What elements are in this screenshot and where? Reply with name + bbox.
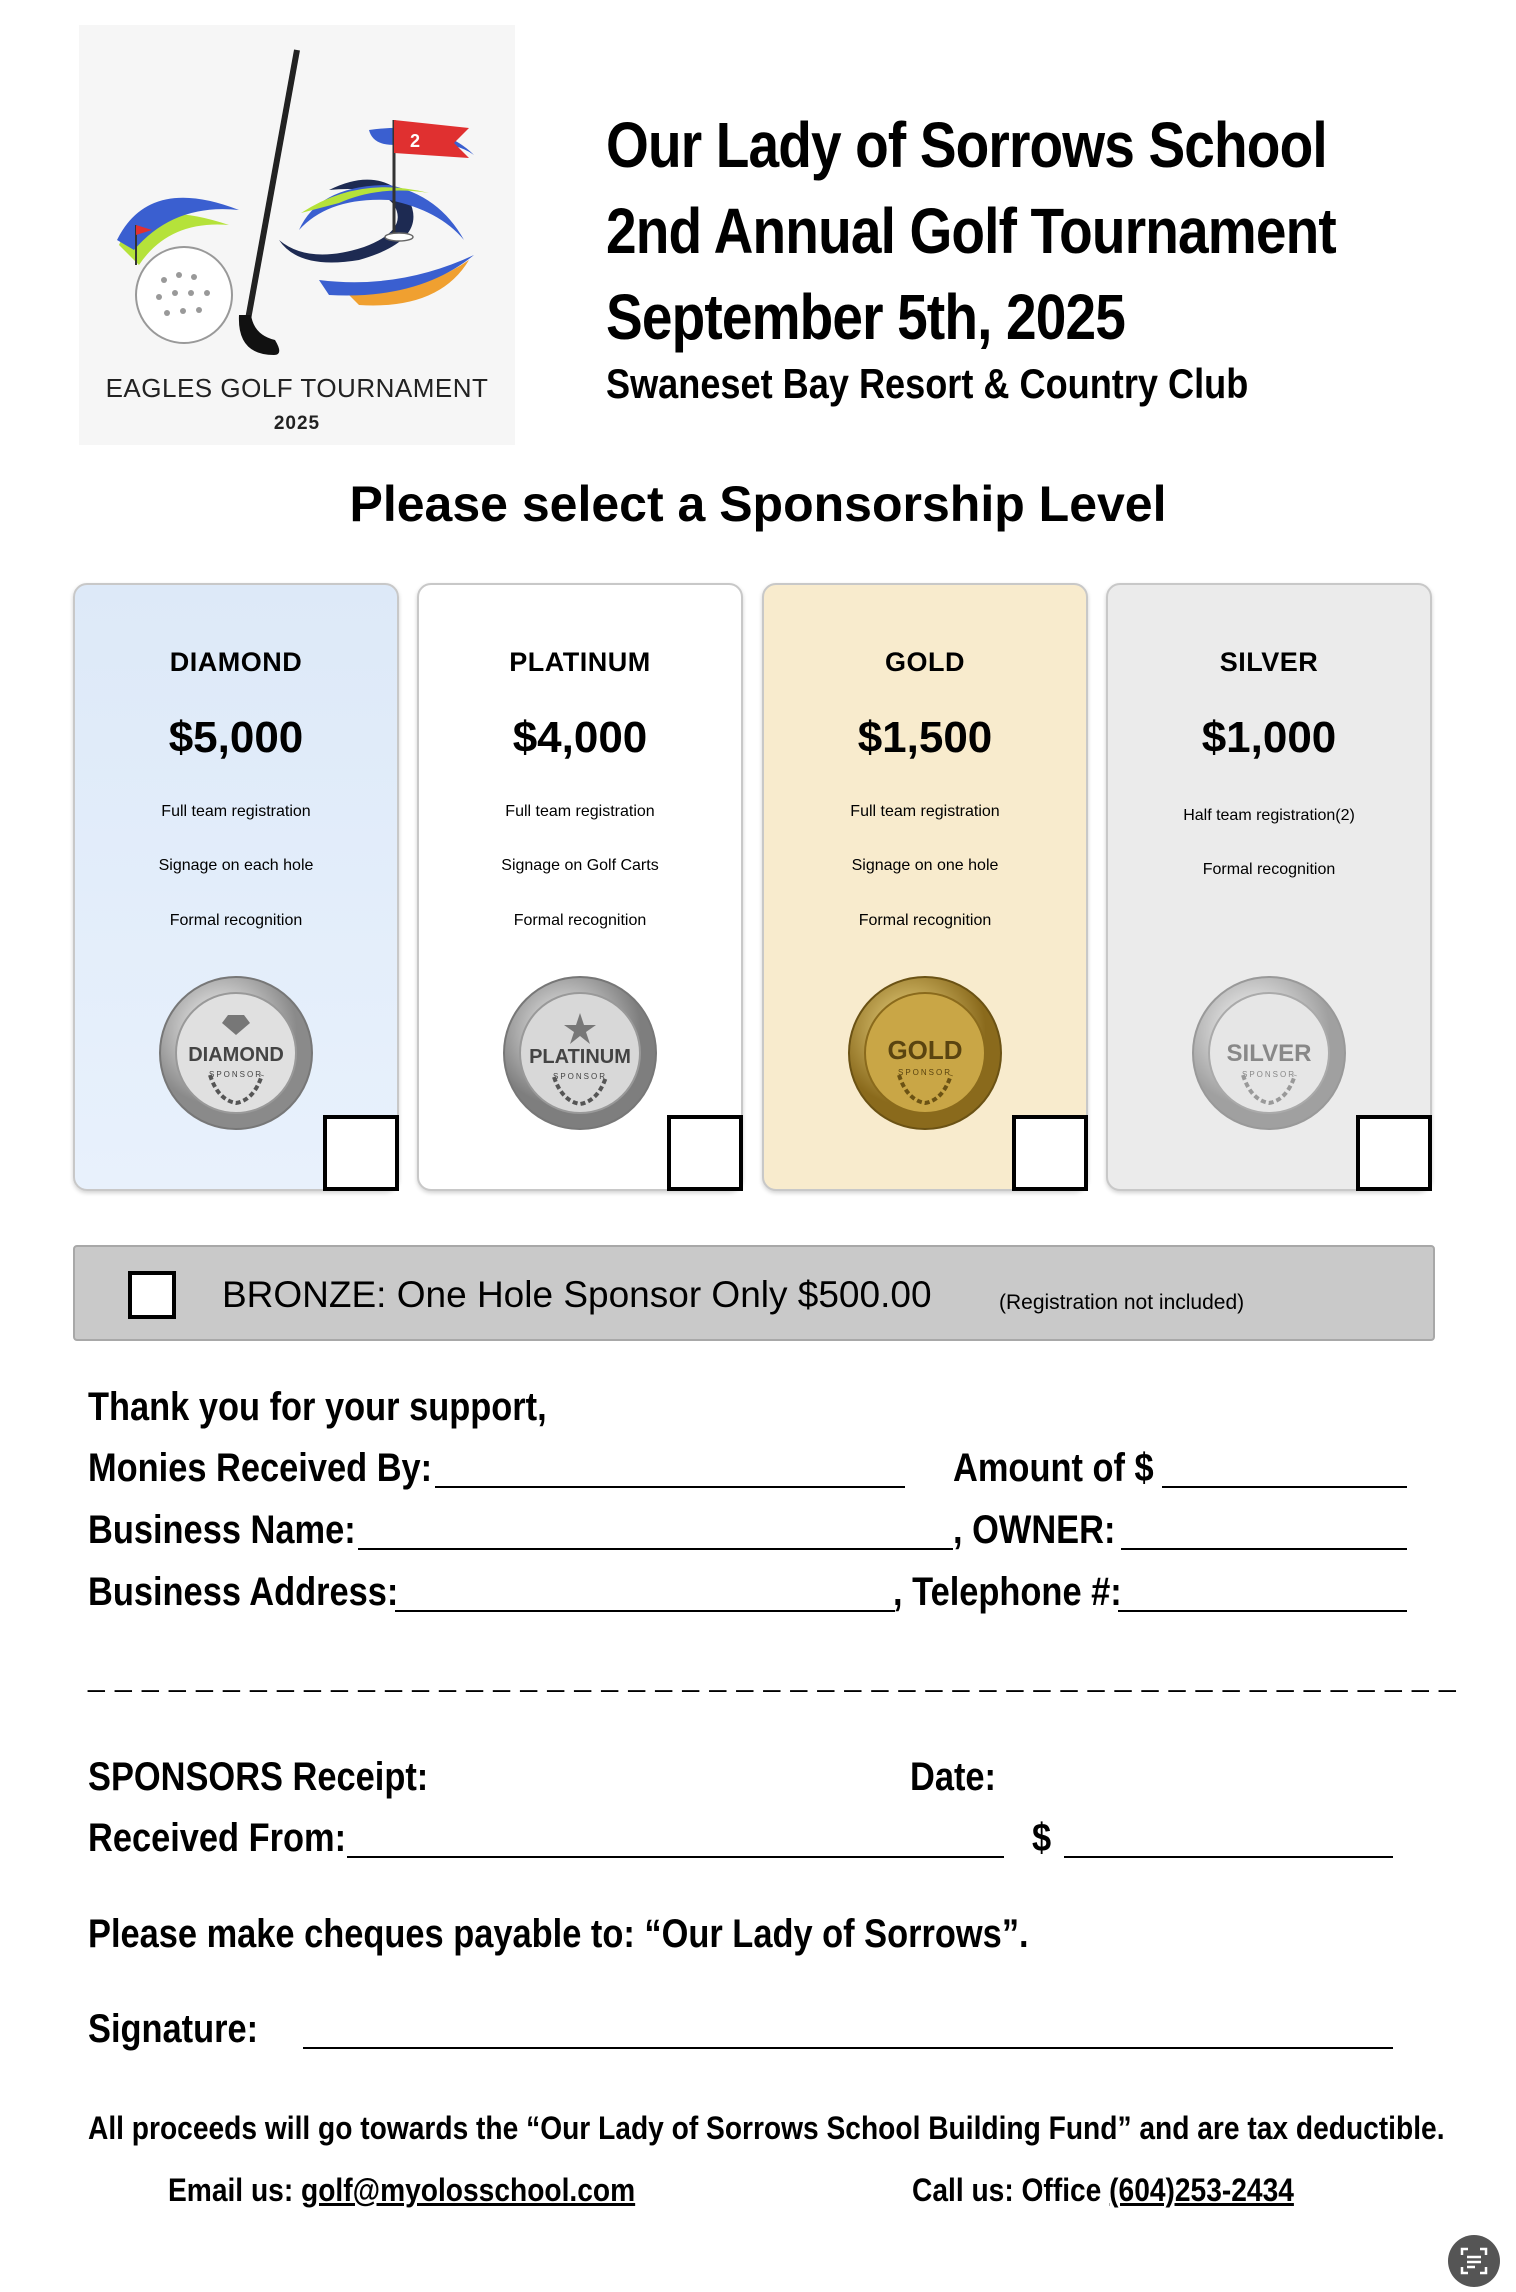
owner-label: , OWNER: — [953, 1508, 1116, 1552]
level-price: $4,000 — [512, 713, 648, 762]
diamond-medal-icon — [158, 975, 314, 1131]
svg-text:SPONSOR: SPONSOR — [897, 1068, 953, 1077]
thanks-text: Thank you for your support, — [88, 1385, 547, 1429]
telephone-field[interactable] — [1118, 1610, 1407, 1612]
address-field[interactable] — [395, 1610, 895, 1612]
gold-medal-icon — [847, 975, 1003, 1131]
gold-checkbox[interactable] — [1012, 1115, 1088, 1191]
bronze-label: BRONZE: One Hole Sponsor Only $500.00 — [222, 1274, 932, 1315]
bronze-note: (Registration not included) — [999, 1291, 1245, 1314]
sponsorship-heading: Please select a Sponsorship Level — [349, 476, 1167, 532]
benefit: Half team registration(2) — [1183, 807, 1355, 824]
header-event: 2nd Annual Golf Tournament — [606, 195, 1336, 267]
proceeds-text: All proceeds will go towards the “Our Lady of Sorrows School Building Fund” and are tax deductible. — [88, 2110, 1445, 2146]
signature-field[interactable] — [303, 2047, 1393, 2049]
header-school: Our Lady of Sorrows School — [606, 109, 1327, 181]
diamond-card — [73, 583, 399, 1191]
bronze-option — [73, 1245, 1435, 1341]
signature-label: Signature: — [88, 2007, 259, 2051]
tournament-logo — [79, 25, 515, 445]
svg-text:PLATINUM: PLATINUM — [529, 1046, 631, 1068]
amount-label: Amount of $ — [953, 1446, 1154, 1490]
svg-text:SPONSOR: SPONSOR — [552, 1072, 608, 1081]
cut-divider: _ _ _ _ _ _ _ _ _ _ _ _ _ _ _ _ _ _ _ _ _ _ _ _ _ _ _ _ _ _ _ _ _ _ _ _ _ _ _ _ _ _ _ _ _ _ _ _ _ _ _ — [88, 1660, 1457, 1693]
svg-text:SPONSOR: SPONSOR — [208, 1070, 264, 1079]
svg-text:DIAMOND: DIAMOND — [188, 1044, 284, 1066]
amount-field[interactable] — [1162, 1486, 1407, 1488]
level-name: PLATINUM — [509, 647, 651, 677]
email-line — [168, 2172, 635, 2209]
date-label: Date: — [910, 1755, 997, 1799]
benefit: Signage on each hole — [158, 857, 314, 874]
received-from-label: Received From: — [88, 1816, 347, 1860]
level-price: $5,000 — [168, 713, 304, 762]
benefit: Full team registration — [161, 803, 311, 820]
level-name: SILVER — [1219, 647, 1319, 677]
gold-card — [762, 583, 1088, 1191]
benefit: Formal recognition — [858, 912, 992, 929]
diamond-checkbox[interactable] — [323, 1115, 399, 1191]
svg-text:SPONSOR: SPONSOR — [1241, 1070, 1297, 1079]
receipt-title: SPONSORS Receipt: — [88, 1755, 429, 1799]
telephone-label: , Telephone #: — [893, 1570, 1122, 1614]
email-link[interactable]: golf@myolosschool.com — [301, 2172, 636, 2208]
live-text-icon[interactable] — [1448, 2235, 1500, 2287]
business-name-field[interactable] — [358, 1548, 953, 1550]
bronze-checkbox[interactable] — [128, 1271, 176, 1319]
header-venue: Swaneset Bay Resort & Country Club — [606, 360, 1249, 407]
dollar-label: $ — [1032, 1816, 1052, 1860]
phone-link[interactable]: (604)253-2434 — [1109, 2172, 1294, 2208]
level-price: $1,500 — [857, 713, 993, 762]
logo-title: EAGLES GOLF TOURNAMENT — [105, 373, 489, 403]
business-name-label: Business Name: — [88, 1508, 356, 1552]
benefit: Signage on Golf Carts — [501, 857, 659, 874]
svg-text:GOLD: GOLD — [887, 1035, 963, 1065]
email-label: Email us: — [168, 2172, 302, 2208]
call-label: Call us: Office — [912, 2172, 1110, 2208]
logo-year: 2025 — [273, 413, 321, 434]
benefit: Full team registration — [505, 803, 655, 820]
svg-text:SILVER: SILVER — [1226, 1040, 1312, 1067]
benefit: Formal recognition — [513, 912, 647, 929]
owner-field[interactable] — [1121, 1548, 1407, 1550]
flag-number: 2 — [410, 131, 421, 151]
platinum-medal-icon — [502, 975, 658, 1131]
benefit: Full team registration — [850, 803, 1000, 820]
platinum-card — [417, 583, 743, 1191]
level-price: $1,000 — [1201, 713, 1337, 762]
level-name: GOLD — [885, 647, 965, 677]
benefit: Signage on one hole — [851, 857, 999, 874]
silver-checkbox[interactable] — [1356, 1115, 1432, 1191]
header-date: September 5th, 2025 — [606, 281, 1126, 353]
silver-card — [1106, 583, 1432, 1191]
benefit: Formal recognition — [169, 912, 303, 929]
received-from-field[interactable] — [347, 1856, 1004, 1858]
call-line — [912, 2172, 1294, 2209]
monies-label: Monies Received By: — [88, 1446, 433, 1490]
cheques-text: Please make cheques payable to: “Our Lady of Sorrows”. — [88, 1912, 1029, 1956]
level-name: DIAMOND — [169, 647, 303, 677]
receipt-amount-field[interactable] — [1064, 1856, 1393, 1858]
platinum-checkbox[interactable] — [667, 1115, 743, 1191]
silver-medal-icon — [1191, 975, 1347, 1131]
benefit: Formal recognition — [1202, 861, 1336, 878]
address-label: Business Address: — [88, 1570, 399, 1614]
monies-field[interactable] — [435, 1486, 905, 1488]
